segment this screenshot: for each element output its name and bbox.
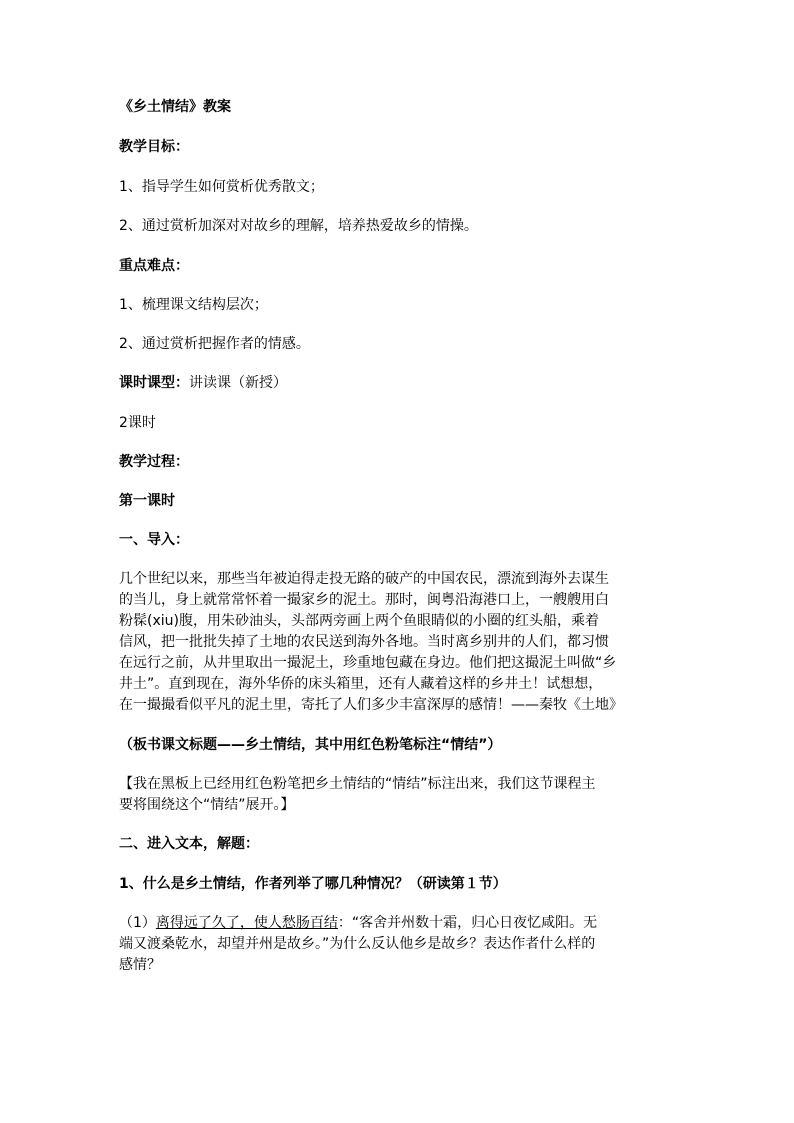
key-point-1: 1、梳理课文结构层次； xyxy=(119,297,268,313)
teacher-note xyxy=(119,774,685,816)
teacher-note-line: 要将围绕这个“情结”展开。】 xyxy=(119,797,295,813)
intro-heading: 一、导入： xyxy=(119,532,189,548)
q1-line-1 xyxy=(119,913,685,934)
process-heading: 教学过程： xyxy=(119,454,189,470)
teacher-note-line: 【我在黑板上已经用红色粉笔把乡土情结的“情结”标注出来，我们这节课程主 xyxy=(119,776,596,792)
intro-line: 信风，把一批批失掉了土地的农民送到海外各地。当时离乡别井的人们，都习惯 xyxy=(119,634,609,650)
q1-prefix: （1） xyxy=(119,915,156,931)
section-2-heading: 二、进入文本，解题： xyxy=(119,836,259,852)
intro-line: 的当儿，身上就常常怀着一撮家乡的泥土。那时，闽粤沿海港口上，一艘艘用白 xyxy=(119,592,609,608)
goal-item-2: 2、通过赏析加深对对故乡的理解，培养热爱故乡的情操。 xyxy=(119,218,478,234)
intro-paragraph xyxy=(119,569,685,716)
course-type-label: 课时课型： xyxy=(119,375,189,391)
board-note: （板书课文标题——乡土情结，其中用红色粉笔标注“情结”） xyxy=(119,737,502,753)
q1-line1-rest: ：“客舍并州数十霜，归心日夜忆咸阳。无 xyxy=(337,915,598,931)
intro-line: 在远行之前，从井里取出一撮泥土，珍重地包藏在身边。他们把这撮泥土叫做“乡 xyxy=(119,655,617,671)
goal-item-1: 1、指导学生如何赏析优秀散文； xyxy=(119,179,324,195)
question-1: 1、什么是乡土情结，作者列举了哪几种情况？（研读第１节） xyxy=(119,876,507,892)
key-point-2: 2、通过赏析把握作者的情感。 xyxy=(119,336,310,352)
key-points-heading: 重点难点： xyxy=(119,258,189,274)
lesson-1-heading: 第一课时 xyxy=(119,493,175,509)
q1-line-2: 端又渡桑乾水，却望并州是故乡。”为什么反认他乡是故乡？表达作者什么样的 xyxy=(119,936,596,952)
q1-underlined-phrase: 离得远了久了，使人愁肠百结 xyxy=(155,915,338,931)
goals-heading: 教学目标： xyxy=(119,139,189,155)
intro-line: 井土”。直到现在，海外华侨的床头箱里，还有人藏着这样的乡井土！试想想， xyxy=(119,676,603,692)
intro-line: 在一撮撮看似平凡的泥土里，寄托了人们多少丰富深厚的感情！——秦牧《土地》 xyxy=(119,697,623,713)
class-hours: 2课时 xyxy=(119,415,156,431)
course-type xyxy=(119,373,287,393)
intro-line: 几个世纪以来，那些当年被迫得走投无路的破产的中国农民，漂流到海外去谋生 xyxy=(119,571,609,587)
course-type-value: 讲读课（新授） xyxy=(189,375,287,391)
q1-line-3: 感情？ xyxy=(119,957,161,973)
question-1-detail xyxy=(119,913,685,976)
intro-line: 粉髹(xiu)腹，用朱砂油头，头部两旁画上两个鱼眼睛似的小圈的红头船，乘着 xyxy=(119,613,599,629)
document-title: 《乡土情结》教案 xyxy=(119,99,231,115)
